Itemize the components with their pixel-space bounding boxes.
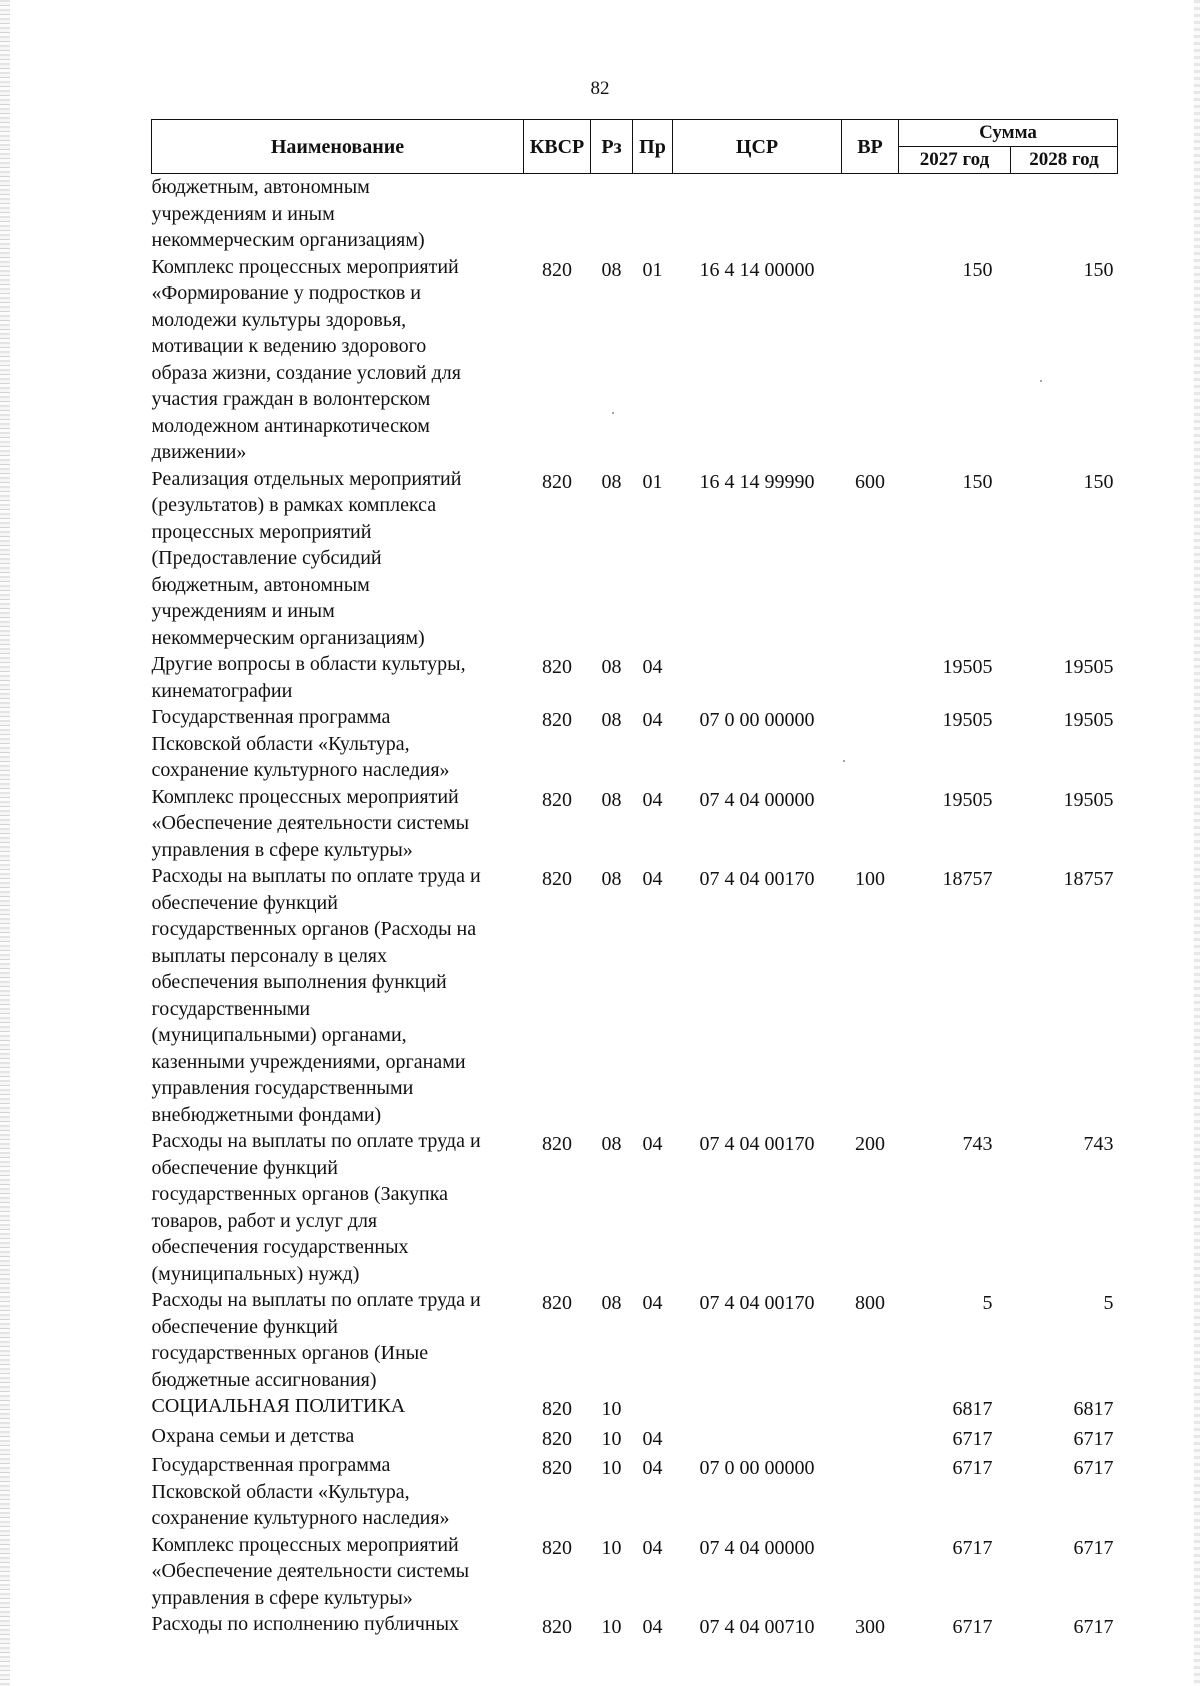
- cell-s2028: 19505: [1063, 788, 1114, 811]
- cell-pr: 04: [642, 1616, 663, 1638]
- cell-vr: 300: [855, 1616, 885, 1638]
- header-kvsr: КВСР: [524, 120, 591, 174]
- cell-name: Другие вопросы в области культуры, кинематографии: [151, 653, 466, 702]
- cell-name: Государственная программа Псковской области «Культура, сохранение культурного наследия»: [151, 1454, 450, 1529]
- cell-rz: 08: [601, 656, 622, 678]
- cell-pr: 04: [642, 709, 663, 731]
- scan-edge-left: [0, 0, 10, 1686]
- cell-rz: 08: [601, 470, 622, 493]
- cell-rz: 08: [601, 1133, 622, 1155]
- cell-csr: 07 4 04 00000: [699, 788, 815, 811]
- cell-name: Расходы на выплаты по оплате труда и обеспечение функций государственных органов (Иные бюджетные ассигнования): [151, 1289, 481, 1391]
- cell-csr: 07 4 04 00170: [699, 1133, 815, 1155]
- cell-name: Комплекс процессных мероприятий «Формирование у подростков и молодежи культуры здоровья, мотивации к ведению здорового образа жизни, создание условий для участия граждан в волонтерском молодежном антинаркотическом движении»: [151, 255, 461, 463]
- cell-pr: 04: [642, 1457, 663, 1479]
- scan-speck: [843, 760, 845, 762]
- cell-csr: [673, 1393, 842, 1423]
- cell-rz: 08: [601, 258, 622, 281]
- table-row: [152, 651, 1118, 704]
- cell-pr: 01: [642, 258, 663, 281]
- cell-rz: 10: [601, 1457, 622, 1479]
- cell-csr: 07 4 04 00000: [699, 1536, 815, 1559]
- cell-name: Реализация отдельных мероприятий (результатов) в рамках комплекса процессных мероприятий (Предоставление субсидий бюджетным, автономным учреждениям и иным некоммерческим организациям): [151, 467, 462, 649]
- cell-s2027: 743: [962, 1133, 993, 1155]
- cell-s2027: 6717: [952, 1616, 993, 1638]
- table-body: [152, 174, 1118, 1641]
- table-row: [152, 704, 1118, 784]
- cell-rz: 08: [601, 709, 622, 731]
- cell-name: бюджетным, автономным учреждениям и иным некоммерческим организациям): [151, 176, 425, 251]
- cell-pr: [633, 1393, 673, 1423]
- cell-name: СОЦИАЛЬНАЯ ПОЛИТИКА: [151, 1395, 406, 1417]
- cell-s2028: 150: [1083, 258, 1114, 281]
- cell-kvsr: 820: [542, 1292, 572, 1314]
- header-year-2028: 2028 год: [1011, 147, 1118, 174]
- cell-s2027: 19505: [942, 656, 993, 678]
- cell-vr: [842, 1423, 899, 1453]
- cell-kvsr: 820: [542, 788, 572, 811]
- cell-s2027: 19505: [942, 709, 993, 731]
- cell-pr: 04: [642, 1536, 663, 1559]
- table-row: [152, 1611, 1118, 1641]
- cell-rz: 08: [601, 1292, 622, 1314]
- scan-speck: [1040, 380, 1042, 382]
- cell-s2027: 6717: [952, 1457, 993, 1479]
- cell-kvsr: [524, 174, 591, 254]
- cell-s2027: 5: [982, 1292, 993, 1314]
- cell-vr: [842, 651, 899, 704]
- cell-csr: 07 0 00 00000: [699, 709, 815, 731]
- cell-rz: 10: [601, 1427, 622, 1450]
- cell-rz: [591, 174, 633, 254]
- budget-table: [151, 119, 1118, 1641]
- cell-name: Расходы на выплаты по оплате труда и обеспечение функций государственных органов (Закупка товаров, работ и услуг для обеспечения государственных (муниципальных) нужд): [151, 1130, 481, 1285]
- cell-vr: [842, 784, 899, 864]
- cell-pr: [633, 174, 673, 254]
- cell-csr: 07 4 04 00170: [699, 1292, 815, 1314]
- cell-vr: 100: [855, 868, 885, 890]
- page-number: 82: [590, 78, 610, 99]
- cell-vr: [842, 254, 899, 466]
- cell-s2028: 6717: [1073, 1616, 1114, 1638]
- table-row: [152, 784, 1118, 864]
- table-row: [152, 1532, 1118, 1612]
- table-row: [152, 254, 1118, 466]
- cell-kvsr: 820: [542, 1427, 572, 1450]
- cell-vr: [842, 174, 899, 254]
- cell-csr: 16 4 14 00000: [699, 258, 815, 281]
- cell-kvsr: 820: [542, 470, 572, 493]
- cell-s2028: 19505: [1063, 709, 1114, 731]
- header-rz: Рз: [591, 120, 633, 174]
- table-row: [152, 1393, 1118, 1423]
- cell-s2028: 19505: [1063, 656, 1114, 678]
- cell-csr: [673, 651, 842, 704]
- cell-kvsr: 820: [542, 1133, 572, 1155]
- cell-vr: [842, 1532, 899, 1612]
- table-row: [152, 174, 1118, 254]
- cell-vr: [842, 1452, 899, 1532]
- cell-name: Комплекс процессных мероприятий «Обеспечение деятельности системы управления в сфере культуры»: [151, 1533, 470, 1609]
- cell-csr: 07 0 00 00000: [699, 1457, 815, 1479]
- scan-speck: [612, 412, 614, 414]
- cell-s2027: 18757: [942, 868, 993, 890]
- cell-vr: 600: [855, 470, 885, 493]
- cell-kvsr: 820: [542, 1616, 572, 1638]
- cell-kvsr: 820: [542, 709, 572, 731]
- cell-s2028: 5: [1103, 1292, 1114, 1314]
- header-sum: Сумма: [899, 120, 1118, 147]
- cell-vr: 200: [855, 1133, 885, 1155]
- cell-rz: 10: [601, 1398, 622, 1420]
- cell-s2028: 6717: [1073, 1457, 1114, 1479]
- header-csr: ЦСР: [673, 120, 842, 174]
- cell-kvsr: 820: [542, 868, 572, 890]
- cell-kvsr: 820: [542, 1536, 572, 1559]
- cell-s2027: 19505: [942, 788, 993, 811]
- cell-name: Охрана семьи и детства: [151, 1424, 355, 1447]
- cell-pr: 04: [642, 1427, 663, 1450]
- cell-s2027: 6717: [952, 1427, 993, 1450]
- cell-pr: 04: [642, 1133, 663, 1155]
- cell-name: Расходы по исполнению публичных: [151, 1613, 460, 1635]
- cell-name: Государственная программа Псковской области «Культура, сохранение культурного наследия»: [151, 706, 450, 781]
- cell-s2028: [1011, 174, 1118, 254]
- cell-pr: 04: [642, 1292, 663, 1314]
- cell-vr: 800: [855, 1292, 885, 1314]
- table-row: [152, 466, 1118, 652]
- table-row: [152, 1287, 1118, 1393]
- cell-pr: 04: [642, 868, 663, 890]
- header-vr: ВР: [842, 120, 899, 174]
- table-row: [152, 1423, 1118, 1453]
- cell-csr: 07 4 04 00710: [699, 1616, 815, 1638]
- cell-s2027: 6817: [952, 1398, 993, 1420]
- cell-rz: 08: [601, 868, 622, 890]
- cell-rz: 08: [601, 788, 622, 811]
- cell-s2028: 6717: [1073, 1536, 1114, 1559]
- header-pr: Пр: [633, 120, 673, 174]
- cell-s2027: [899, 174, 1011, 254]
- cell-vr: [842, 704, 899, 784]
- cell-vr: [842, 1393, 899, 1423]
- cell-s2027: 6717: [952, 1536, 993, 1559]
- cell-pr: 01: [642, 470, 663, 493]
- cell-name: Расходы на выплаты по оплате труда и обеспечение функций государственных органов (Расходы на выплаты персоналу в целях обеспечения выполнения функций государственными (муниципальными) органами, казенными учреждениями, органами управления государственными внебюджетными фондами): [151, 865, 481, 1126]
- cell-csr: [673, 174, 842, 254]
- cell-pr: 04: [642, 656, 663, 678]
- cell-s2027: 150: [962, 258, 993, 281]
- table-row: [152, 1452, 1118, 1532]
- cell-s2028: 18757: [1063, 868, 1114, 890]
- table-row: [152, 1128, 1118, 1287]
- cell-s2027: 150: [962, 470, 993, 493]
- cell-rz: 10: [601, 1616, 622, 1638]
- table-header: [152, 120, 1118, 174]
- cell-kvsr: 820: [542, 1457, 572, 1479]
- cell-rz: 10: [601, 1536, 622, 1559]
- cell-s2028: 743: [1083, 1133, 1114, 1155]
- header-year-2027: 2027 год: [899, 147, 1011, 174]
- table-row: [152, 863, 1118, 1128]
- cell-pr: 04: [642, 788, 663, 811]
- cell-csr: [673, 1423, 842, 1453]
- header-name: Наименование: [152, 120, 524, 174]
- cell-kvsr: 820: [542, 1398, 572, 1420]
- cell-csr: 07 4 04 00170: [699, 868, 815, 890]
- cell-csr: 16 4 14 99990: [699, 470, 815, 493]
- cell-s2028: 150: [1083, 470, 1114, 493]
- cell-kvsr: 820: [542, 656, 572, 678]
- cell-s2028: 6817: [1073, 1398, 1114, 1420]
- cell-kvsr: 820: [542, 258, 572, 281]
- scan-edge-right: [1194, 0, 1200, 1686]
- cell-s2028: 6717: [1073, 1427, 1114, 1450]
- cell-name: Комплекс процессных мероприятий «Обеспечение деятельности системы управления в сфере культуры»: [151, 785, 470, 861]
